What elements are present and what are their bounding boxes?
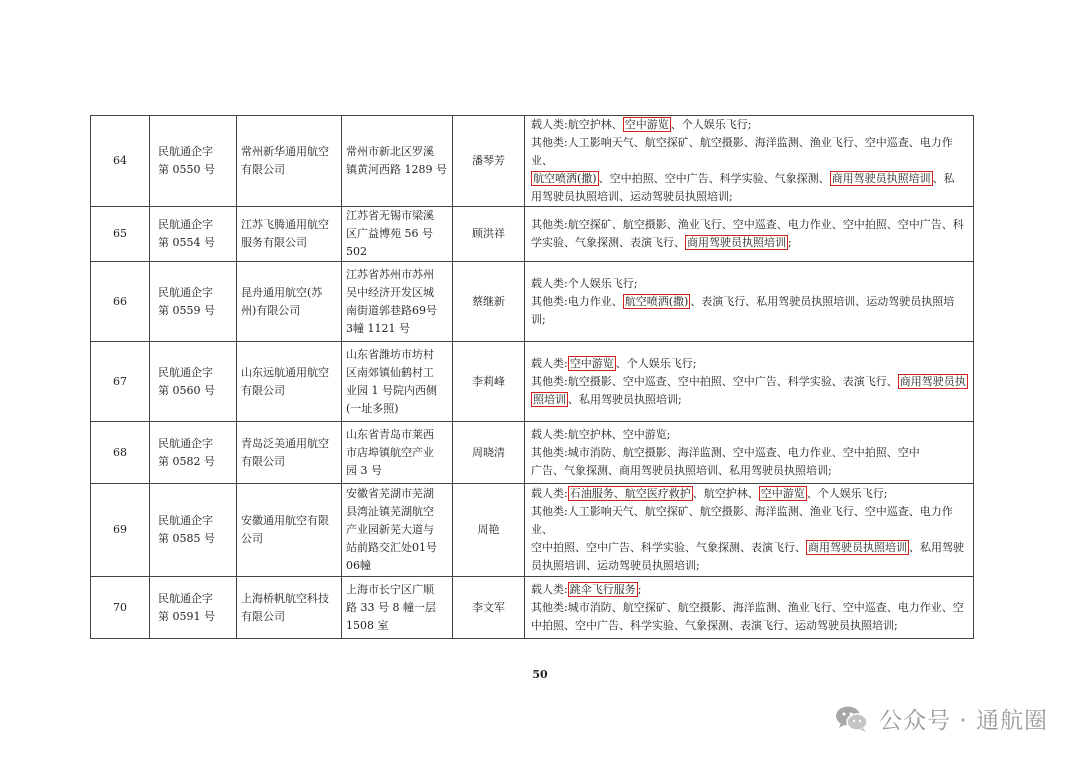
scope-line <box>531 426 969 444</box>
operator-table <box>90 115 974 639</box>
scope-line <box>531 485 969 503</box>
scope-text: 载人类: <box>531 356 568 370</box>
row-number: 65 <box>91 207 150 262</box>
scope-text: 其他类:人工影响天气、航空探矿、航空摄影、海洋监测、渔业飞行、空中巡查、电力作业、 <box>531 505 953 536</box>
highlighted-item: 商用驾驶员执照培训 <box>687 236 786 249</box>
highlighted-item: 空中游览 <box>569 356 614 370</box>
highlighted-item: 空中游览 <box>760 487 805 500</box>
company-address: 山东省青岛市莱西 市店埠镇航空产业 园 3 号 <box>342 422 453 484</box>
scope-line <box>531 275 969 293</box>
legal-person: 周艳 <box>453 484 525 577</box>
scope-line <box>531 391 969 409</box>
license-number: 民航通企字 第 0550 号 <box>150 116 237 207</box>
highlighted-item: 商用驾驶员执 <box>899 374 966 388</box>
table-body <box>91 116 974 639</box>
row-number: 64 <box>91 116 150 207</box>
company-address: 常州市新北区罗溪 镇黄河西路 1289 号 <box>342 116 453 207</box>
highlighted-item: 航空喷洒(撒) <box>533 172 597 185</box>
legal-person: 潘琴芳 <box>453 116 525 207</box>
scope-text: 载人类:个人娱乐飞行; <box>531 276 638 290</box>
scope-text: 、个人娱乐飞行; <box>670 118 752 131</box>
license-number: 民航通企字 第 0554 号 <box>150 207 237 262</box>
scope-text: 载人类: <box>531 487 568 500</box>
scope-text: 、空中拍照、空中广告、科学实验、气象探测、 <box>598 172 830 185</box>
license-number: 民航通企字 第 0591 号 <box>150 577 237 639</box>
scope-line <box>531 373 969 391</box>
business-scope <box>525 422 974 484</box>
legal-person: 李文军 <box>453 577 525 639</box>
company-name: 安徽通用航空有限 公司 <box>237 484 342 577</box>
scope-text: 、表演飞行、私用驾驶员执照培训、运动驾驶员执照培 <box>690 294 955 308</box>
row-number: 69 <box>91 484 150 577</box>
company-address: 山东省潍坊市坊村 区南郊镇仙鹤村工 业园 1 号院内西侧 (一址多照) <box>342 342 453 422</box>
scope-text: 训; <box>531 312 546 326</box>
business-scope <box>525 207 974 262</box>
row-number: 70 <box>91 577 150 639</box>
legal-person: 李莉峰 <box>453 342 525 422</box>
scope-line <box>531 599 969 617</box>
highlighted-item: 商用驾驶员执照培训 <box>808 541 907 554</box>
wechat-icon <box>835 705 869 733</box>
company-address: 安徽省芜湖市芜湖 县湾沚镇芜湖航空 产业园新芜大道与 站前路交汇处01号 06幢 <box>342 484 453 577</box>
scope-text: 中拍照、空中广告、科学实验、气象探测、表演飞行、运动驾驶员执照培训; <box>531 618 898 632</box>
highlighted-item: 石油服务、航空医疗救护 <box>569 487 691 500</box>
page-number: 50 <box>532 668 548 681</box>
table-row <box>91 577 974 639</box>
scope-text: 载人类: <box>531 582 568 596</box>
scope-line <box>531 617 969 635</box>
business-scope <box>525 484 974 577</box>
table-row <box>91 207 974 262</box>
scope-line <box>531 581 969 599</box>
scope-text: 其他类:城市消防、航空探矿、航空摄影、海洋监测、渔业飞行、空中巡查、电力作业、空 <box>531 600 964 614</box>
company-name: 昆舟通用航空(苏 州)有限公司 <box>237 262 342 342</box>
scope-text: 其他类:电力作业、 <box>531 294 623 308</box>
scope-text: 其他类:航空摄影、空中巡查、空中拍照、空中广告、科学实验、表演飞行、 <box>531 374 898 388</box>
row-number: 67 <box>91 342 150 422</box>
scope-line <box>531 216 969 234</box>
scope-line <box>531 444 969 462</box>
company-address: 江苏省无锡市梁溪 区广益博苑 56 号 502 <box>342 207 453 262</box>
company-name: 江苏飞腾通用航空 服务有限公司 <box>237 207 342 262</box>
license-number: 民航通企字 第 0585 号 <box>150 484 237 577</box>
scope-text: 载人类:航空护林、空中游览; <box>531 427 671 441</box>
scope-text: 、私用驾驶 <box>909 541 964 554</box>
highlighted-item: 跳伞飞行服务 <box>569 582 636 596</box>
highlighted-item: 照培训 <box>533 392 566 406</box>
scope-text: 其他类:人工影响天气、航空探矿、航空摄影、海洋监测、渔业飞行、空中巡查、电力作业、 <box>531 136 953 167</box>
highlighted-item: 航空喷洒(撒) <box>624 294 689 308</box>
scope-line <box>531 170 969 188</box>
scope-text: 空中拍照、空中广告、科学实验、气象探测、表演飞行、 <box>531 541 806 554</box>
highlighted-item: 商用驾驶员执照培训 <box>831 172 931 185</box>
company-address: 江苏省苏州市苏州 吴中经济开发区城 南街道郭巷路69号 3幢 1121 号 <box>342 262 453 342</box>
legal-person: 蔡继新 <box>453 262 525 342</box>
row-number: 66 <box>91 262 150 342</box>
watermark-text: 公众号 · 通航圈 <box>879 708 1048 734</box>
scope-text: 员执照培训、运动驾驶员执照培训; <box>531 559 700 572</box>
license-number: 民航通企字 第 0559 号 <box>150 262 237 342</box>
scope-line <box>531 503 969 539</box>
scope-line <box>531 234 969 252</box>
company-name: 山东远航通用航空 有限公司 <box>237 342 342 422</box>
table-row <box>91 342 974 422</box>
scope-line <box>531 188 969 206</box>
scope-line <box>531 462 969 480</box>
business-scope <box>525 342 974 422</box>
highlighted-item: 空中游览 <box>624 118 669 131</box>
table-row <box>91 422 974 484</box>
row-number: 68 <box>91 422 150 484</box>
scope-line <box>531 293 969 311</box>
scope-line <box>531 355 969 373</box>
company-name: 常州新华通用航空 有限公司 <box>237 116 342 207</box>
license-number: 民航通企字 第 0582 号 <box>150 422 237 484</box>
scope-line <box>531 116 969 134</box>
business-scope <box>525 577 974 639</box>
scope-line <box>531 311 969 329</box>
legal-person: 顾洪祥 <box>453 207 525 262</box>
company-name: 青岛泛美通用航空 有限公司 <box>237 422 342 484</box>
scope-line <box>531 557 969 575</box>
legal-person: 周晓清 <box>453 422 525 484</box>
table-row <box>91 116 974 207</box>
watermark <box>835 702 1048 735</box>
business-scope <box>525 116 974 207</box>
scope-line <box>531 134 969 170</box>
scope-text: 、航空护林、 <box>692 487 759 500</box>
scope-text: 用驾驶员执照培训、运动驾驶员执照培训; <box>531 190 733 203</box>
company-address: 上海市长宁区广顺 路 33 号 8 幢一层 1508 室 <box>342 577 453 639</box>
scope-line <box>531 539 969 557</box>
scope-text: 、个人娱乐飞行; <box>615 356 697 370</box>
scope-text: 学实验、气象探测、表演飞行、 <box>531 236 685 249</box>
scope-text: 、个人娱乐飞行; <box>806 487 888 500</box>
scope-text: ; <box>788 236 792 249</box>
table-row <box>91 484 974 577</box>
scope-text: 载人类:航空护林、 <box>531 118 623 131</box>
business-scope <box>525 262 974 342</box>
scope-text: 广告、气象探测、商用驾驶员执照培训、私用驾驶员执照培训; <box>531 463 832 477</box>
scope-text: 其他类:城市消防、航空摄影、海洋监测、空中巡查、电力作业、空中拍照、空中 <box>531 445 920 459</box>
scope-text: 其他类:航空探矿、航空摄影、渔业飞行、空中巡查、电力作业、空中拍照、空中广告、科 <box>531 218 964 231</box>
company-name: 上海桥帆航空科技 有限公司 <box>237 577 342 639</box>
scope-text: 、私 <box>932 172 955 185</box>
scope-text: 、私用驾驶员执照培训; <box>568 392 682 406</box>
table-row <box>91 262 974 342</box>
scope-text: ; <box>637 582 642 596</box>
license-number: 民航通企字 第 0560 号 <box>150 342 237 422</box>
